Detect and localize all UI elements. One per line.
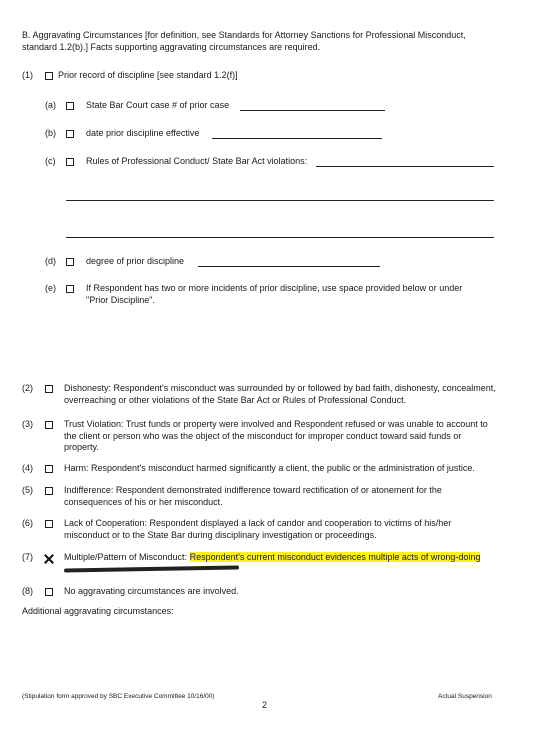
checkbox-indifference[interactable] <box>45 487 53 495</box>
multiple-misconduct-label: Multiple/Pattern of Misconduct: <box>64 552 188 562</box>
item-letter: (a) <box>45 100 56 110</box>
item-text-lack-cooperation: Lack of Cooperation: Respondent displayed a lack of candor and cooperation to victims of his/her misconduct or to the State Bar during disciplinary investigation or proceedings. <box>64 518 452 540</box>
checkbox-dishonesty[interactable] <box>45 385 53 393</box>
item-text-dishonesty: Dishonesty: Respondent's misconduct was surrounded by or followed by bad faith, dishonesty, concealment, overreaching or other violations of the State Bar Act or Rules of Professional Conduct. <box>64 383 496 405</box>
checkbox-trust-violation[interactable] <box>45 421 53 429</box>
item-text-indifference: Indifference: Respondent demonstrated indifference toward rectification of or atonement for the consequences of his or her misconduct. <box>64 485 442 507</box>
item-text-degree-discipline: degree of prior discipline <box>86 256 185 266</box>
item-text-multiple-misconduct <box>64 552 500 575</box>
item-text-prior-record: Prior record of discipline [see standard 1.2(f)] <box>58 70 238 80</box>
item-letter: (e) <box>45 283 56 293</box>
section-heading: B. Aggravating Circumstances [for definition, see Standards for Attorney Sanctions for Professional Misconduct, standard 1.2(b).] Facts supporting aggravating circumstances are required. <box>22 30 466 52</box>
item-number: (1) <box>22 70 33 80</box>
checkbox-lack-cooperation[interactable] <box>45 520 53 528</box>
checkbox-multiple-misconduct-checked[interactable] <box>44 554 54 564</box>
item-number: (3) <box>22 419 33 429</box>
page-number: 2 <box>262 700 268 710</box>
checkbox-degree-discipline[interactable] <box>66 258 74 266</box>
item-number: (8) <box>22 586 33 596</box>
degree-discipline-field[interactable] <box>198 266 380 267</box>
additional-aggravating-label: Additional aggravating circumstances: <box>22 606 174 616</box>
checkbox-case-number[interactable] <box>66 102 74 110</box>
item-number: (5) <box>22 485 33 495</box>
item-number: (7) <box>22 552 33 562</box>
footer-form-note: (Stipulation form approved by SBC Executive Committee 10/16/00) <box>22 693 215 700</box>
item-text-no-aggravating: No aggravating circumstances are involved. <box>64 586 239 596</box>
date-effective-field[interactable] <box>212 138 382 139</box>
item-number: (2) <box>22 383 33 393</box>
struck-out-text <box>64 566 239 573</box>
item-text-multiple-incidents: If Respondent has two or more incidents of prior discipline, use space provided below or under "Prior Discipline". <box>86 283 463 305</box>
multiple-misconduct-entry: Respondent's current misconduct evidences multiple acts of wrong-doing <box>189 552 481 562</box>
checkbox-prior-record[interactable] <box>45 72 53 80</box>
rules-violations-field-2[interactable] <box>66 200 494 201</box>
item-text-harm: Harm: Respondent's misconduct harmed significantly a client, the public or the administration of justice. <box>64 463 475 473</box>
rules-violations-field-3[interactable] <box>66 237 494 238</box>
footer-form-type: Actual Suspension <box>438 693 492 700</box>
item-letter: (b) <box>45 128 56 138</box>
checkbox-multiple-incidents[interactable] <box>66 285 74 293</box>
checkbox-rules-violations[interactable] <box>66 158 74 166</box>
item-text-trust-violation: Trust Violation: Trust funds or property were involved and Respondent refused or was unable to account to the client or person who was the object of the misconduct for improper conduct toward said funds or property. <box>64 419 488 453</box>
case-number-field[interactable] <box>240 110 385 111</box>
checkbox-harm[interactable] <box>45 465 53 473</box>
item-number: (4) <box>22 463 33 473</box>
item-text-rules-violations: Rules of Professional Conduct/ State Bar Act violations: <box>86 156 308 166</box>
checkbox-no-aggravating[interactable] <box>45 588 53 596</box>
item-number: (6) <box>22 518 33 528</box>
item-letter: (c) <box>45 156 56 166</box>
checkbox-date-effective[interactable] <box>66 130 74 138</box>
item-text-date-effective: date prior discipline effective <box>86 128 200 138</box>
item-letter: (d) <box>45 256 56 266</box>
item-text-case-number: State Bar Court case # of prior case <box>86 100 230 110</box>
rules-violations-field-1[interactable] <box>316 166 494 167</box>
